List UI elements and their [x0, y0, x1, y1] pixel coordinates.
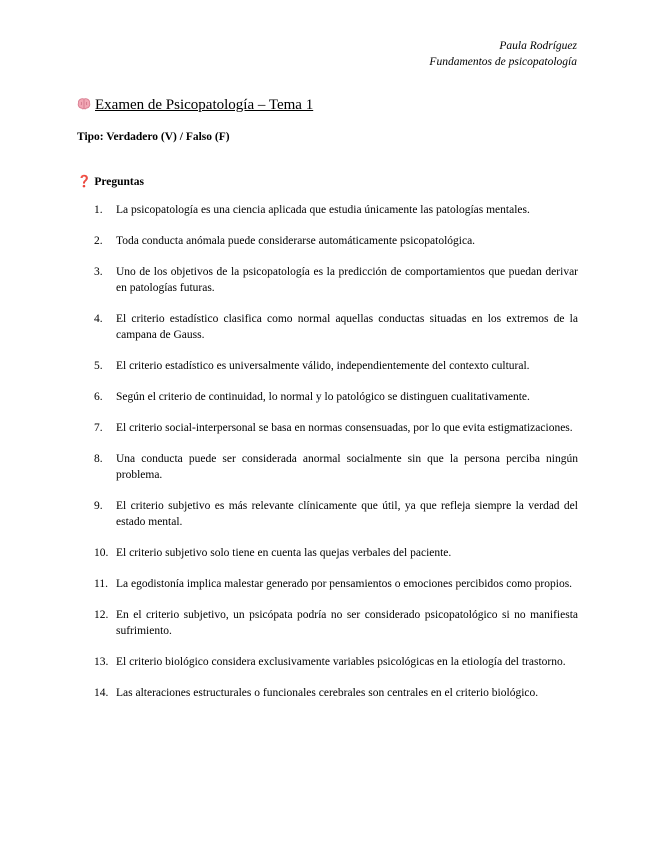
- question-number: 5.: [94, 360, 103, 372]
- list-item: [94, 202, 578, 218]
- question-text: Las alteraciones estructurales o funcionales cerebrales son centrales en el criterio biológico.: [116, 687, 539, 699]
- brain-icon: [77, 96, 91, 116]
- question-number: 6.: [94, 391, 103, 403]
- question-text: El criterio estadístico es universalmente válido, independientemente del contexto cultural.: [116, 360, 530, 372]
- list-item: [94, 607, 578, 639]
- question-text: El criterio subjetivo es más relevante clínicamente que útil, ya que refleja siempre la verdad del estado mental.: [116, 500, 578, 528]
- list-item: [94, 420, 578, 436]
- question-text: El criterio social-interpersonal se basa en normas consensuadas, por lo que evita estigmatizaciones.: [116, 422, 573, 434]
- question-text: Una conducta puede ser considerada anormal socialmente sin que la persona perciba ningún problema.: [116, 453, 578, 481]
- page-header: [429, 38, 577, 70]
- list-item: [94, 451, 578, 483]
- question-text: El criterio subjetivo solo tiene en cuenta las quejas verbales del paciente.: [116, 547, 452, 559]
- question-number: 11.: [94, 578, 108, 590]
- header-author: Paula Rodríguez: [499, 40, 577, 52]
- list-item: [94, 685, 578, 701]
- list-item: [94, 654, 578, 670]
- question-text: Uno de los objetivos de la psicopatología es la predicción de comportamientos que puedan derivar en patologías futuras.: [116, 266, 578, 294]
- list-item: [94, 233, 578, 249]
- title-text: Examen de Psicopatología – Tema 1: [95, 97, 314, 113]
- question-number: 13.: [94, 656, 109, 668]
- list-item: [94, 389, 578, 405]
- list-item: [94, 358, 578, 374]
- list-item: [94, 576, 578, 592]
- question-number: 7.: [94, 422, 103, 434]
- question-number: 14.: [94, 687, 109, 699]
- list-item: [94, 498, 578, 530]
- question-number: 8.: [94, 453, 103, 465]
- exam-type: Tipo: Verdadero (V) / Falso (F): [77, 131, 230, 143]
- question-text: El criterio biológico considera exclusivamente variables psicológicas en la etiología del trastorno.: [116, 656, 566, 668]
- list-item: [94, 545, 578, 561]
- question-number: 1.: [94, 204, 103, 216]
- question-text: En el criterio subjetivo, un psicópata podría no ser considerado psicopatológico si no manifiesta sufrimiento.: [116, 609, 578, 637]
- section-label: Preguntas: [94, 176, 144, 188]
- question-mark-icon: ❓: [77, 176, 92, 188]
- section-heading: [77, 174, 144, 190]
- question-number: 3.: [94, 266, 103, 278]
- list-item: [94, 264, 578, 296]
- question-text: La egodistonía implica malestar generado por pensamientos o emociones percibidos como propios.: [116, 578, 573, 590]
- list-item: [94, 311, 578, 343]
- header-subject: Fundamentos de psicopatología: [429, 56, 577, 68]
- question-number: 2.: [94, 235, 103, 247]
- question-text: Toda conducta anómala puede considerarse automáticamente psicopatológica.: [116, 235, 476, 247]
- question-list: [94, 202, 578, 716]
- question-number: 4.: [94, 313, 103, 325]
- question-number: 12.: [94, 609, 109, 621]
- question-text: Según el criterio de continuidad, lo normal y lo patológico se distinguen cualitativamente.: [116, 391, 530, 403]
- question-text: La psicopatología es una ciencia aplicada que estudia únicamente las patologías mentales.: [116, 204, 530, 216]
- page-title: [77, 95, 313, 116]
- question-text: El criterio estadístico clasifica como normal aquellas conductas situadas en los extremos de la campana de Gauss.: [116, 313, 578, 341]
- question-number: 9.: [94, 500, 103, 512]
- question-number: 10.: [94, 547, 109, 559]
